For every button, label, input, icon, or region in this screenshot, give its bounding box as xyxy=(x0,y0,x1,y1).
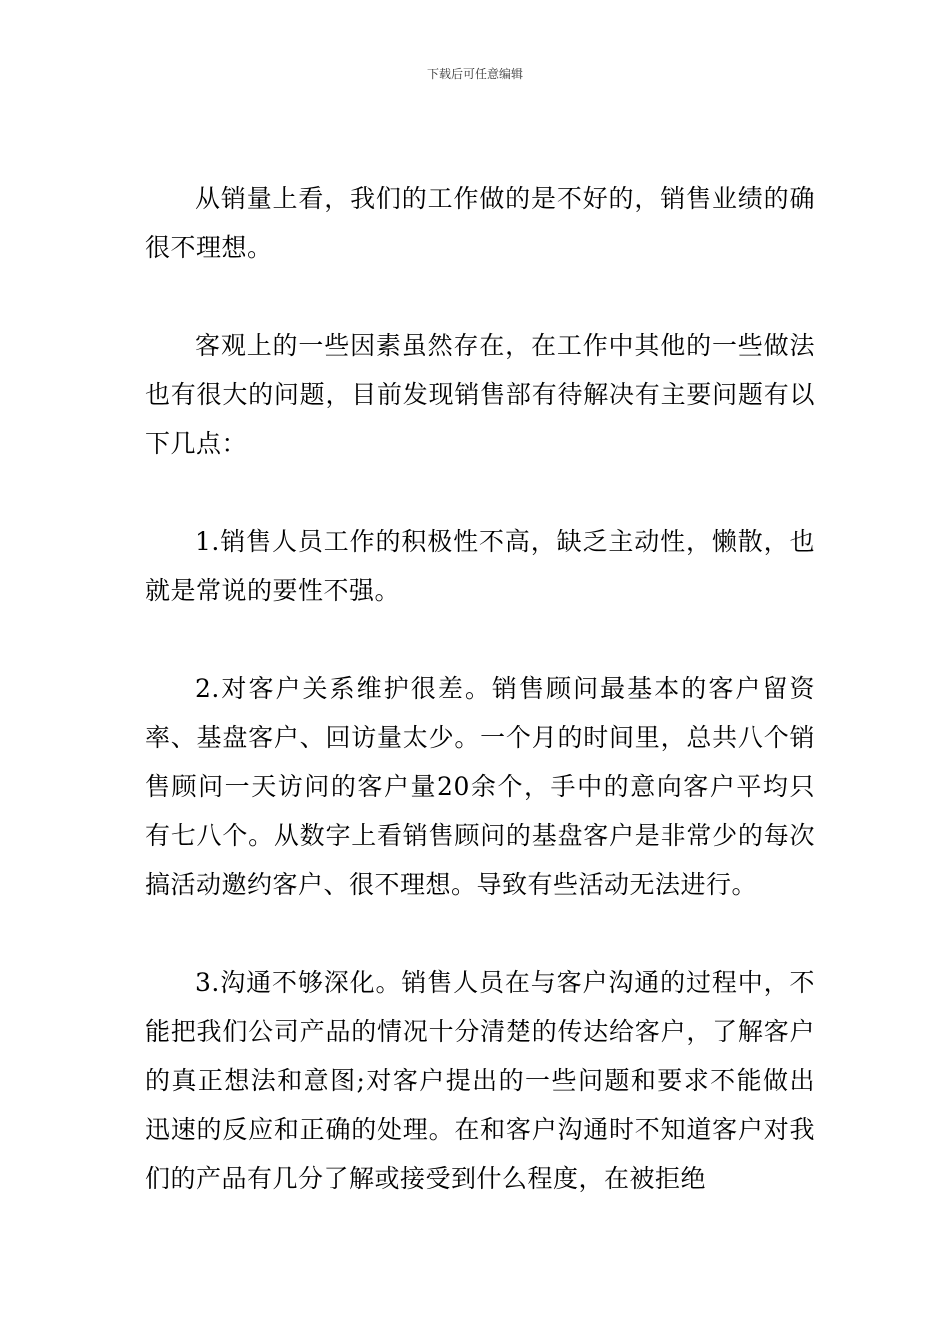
page-header-note: 下载后可任意编辑 xyxy=(426,67,523,81)
document-body xyxy=(145,174,815,1252)
paragraph-point-2: 2.对客户关系维护很差。销售顾问最基本的客户留资率、基盘客户、回访量太少。一个月的时间里，总共八个销售顾问一天访问的客户量20余个，手中的意向客户平均只有七八个。从数字上看销售顾问的基盘客户是非常少的每次搞活动邀约客户、很不理想。导致有些活动无法进行。 xyxy=(145,674,815,899)
paragraph-problems-intro: 客观上的一些因素虽然存在，在工作中其他的一些做法也有很大的问题，目前发现销售部有待解决有主要问题有以下几点： xyxy=(145,331,815,458)
paragraph-sales-volume: 从销量上看，我们的工作做的是不好的，销售业绩的确很不理想。 xyxy=(145,184,815,262)
paragraph-point-3: 3.沟通不够深化。销售人员在与客户沟通的过程中，不能把我们公司产品的情况十分清楚的传达给客户，了解客户的真正想法和意图;对客户提出的一些问题和要求不能做出迅速的反应和正确的处理。在和客户沟通时不知道客户对我们的产品有几分了解或接受到什么程度，在被拒绝 xyxy=(145,968,815,1193)
paragraph-point-1: 1.销售人员工作的积极性不高，缺乏主动性，懒散，也就是常说的要性不强。 xyxy=(145,527,815,605)
